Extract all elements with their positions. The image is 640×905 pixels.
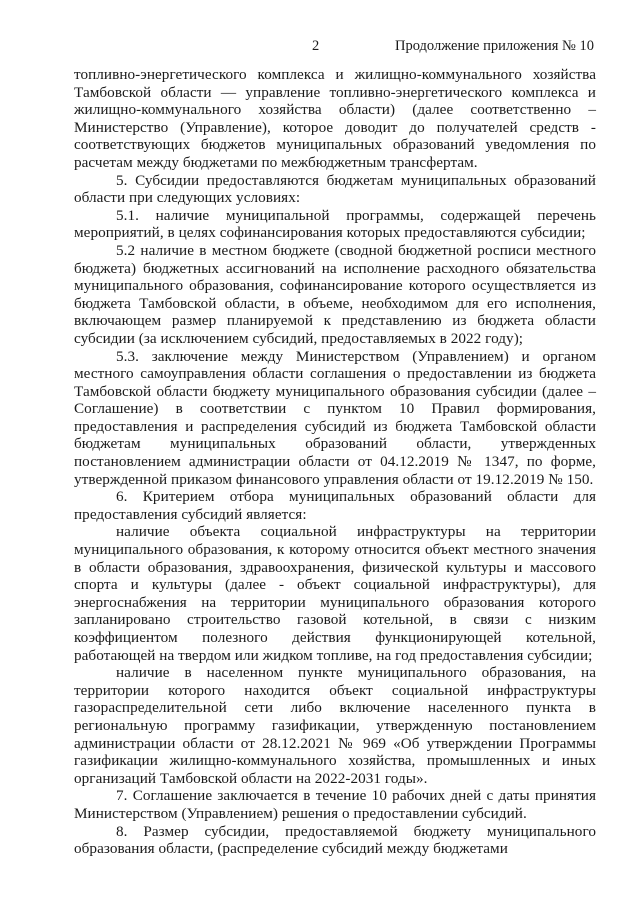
paragraph-5: 5. Субсидии предоставляются бюджетам муниципальных образований области при следующих условиях: xyxy=(74,171,596,207)
paragraph-5-3: 5.3. заключение между Министерством (Управлением) и органом местного самоуправления области соглашения о предоставлении из бюджета Тамбовской области бюджету муниципального образования субсидии (далее – Соглашение) в соответствии с пунктом 10 Правил формирования, предоставления и распределения субсидий из бюджета Тамбовской области бюджетам муниципальных образований области, утвержденных постановлением администрации области от 04.12.2019 № 1347, по форме, утвержденной приказом финансового управления области от 19.12.2019 № 150. xyxy=(74,347,596,488)
paragraph-5-2: 5.2 наличие в местном бюджете (сводной бюджетной росписи местного бюджета) бюджетных ассигнований на исполнение расходного обязательства муниципального образования, софинансирование которого осуществляется из бюджета Тамбовской области, в объеме, необходимом для его исполнения, включающем размер планируемой к представлению из бюджета области субсидии (за исключением субсидий, предоставляемых в 2022 году); xyxy=(74,241,596,347)
paragraph-continuation: топливно-энергетического комплекса и жилищно-коммунального хозяйства Тамбовской области — управление топливно-энергетического комплекса и жилищно-коммунального хозяйства области) (далее соответственно – Министерство (Управление), которое доводит до получателей средств - соответствующих бюджетов муниципальных образований уведомления по расчетам между бюджетами по межбюджетным трансфертам. xyxy=(74,66,596,171)
document-body xyxy=(74,66,596,858)
paragraph-7: 7. Соглашение заключается в течение 10 рабочих дней с даты принятия Министерством (Управлением) решения о предоставлении субсидий. xyxy=(74,787,596,822)
page-header xyxy=(0,38,640,58)
page-caption: Продолжение приложения № 10 xyxy=(395,38,594,54)
paragraph-8: 8. Размер субсидии, предоставляемой бюджету муниципального образования области, (распределение субсидий между бюджетами xyxy=(74,822,596,858)
paragraph-criterion-2: наличие в населенном пункте муниципального образования, на территории которого находится объект социальной инфраструктуры газораспределительной сети либо включение населенного пункта в региональную программу газификации, утвержденную постановлением администрации области от 28.12.2021 № 969 «Об утверждении Программы газификации жилищно-коммунального хозяйства, промышленных и иных организаций Тамбовской области на 2022-2031 годы». xyxy=(74,664,596,787)
page-number: 2 xyxy=(312,38,320,54)
paragraph-criterion-1: наличие объекта социальной инфраструктуры на территории муниципального образования, к которому относится объект местного значения в области образования, здравоохранения, физической культуры и массового спорта и культуры (далее - объект социальной инфраструктуры), для энергоснабжения на территории муниципального образования которого запланировано строительство газовой котельной, в связи с низким коэффициентом полезного действия функционирующей котельной, работающей на твердом или жидком топливе, на год предоставления субсидии; xyxy=(74,523,596,664)
paragraph-5-1: 5.1. наличие муниципальной программы, содержащей перечень мероприятий, в целях софинансирования которых предоставляются субсидии; xyxy=(74,206,596,242)
paragraph-6: 6. Критерием отбора муниципальных образований области для предоставления субсидий является: xyxy=(74,488,596,523)
